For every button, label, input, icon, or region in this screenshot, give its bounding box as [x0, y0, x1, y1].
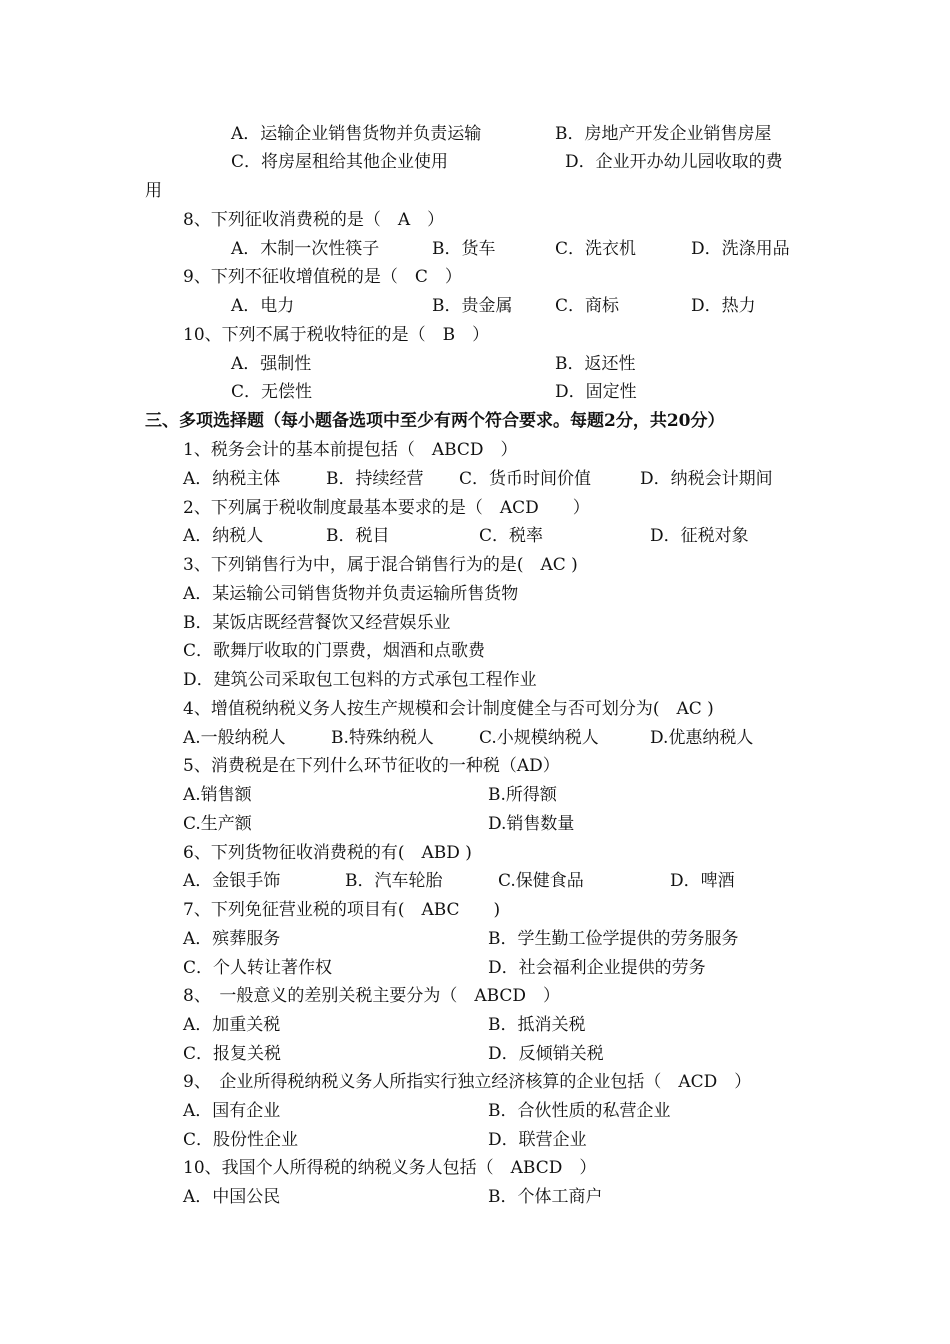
question-10: 10、下列不属于税收特征的是（ B ）	[183, 325, 490, 345]
mc9-option-b: B．合伙性质的私营企业	[488, 1101, 671, 1121]
mc7-option-d: D．社会福利企业提供的劳务	[488, 958, 706, 978]
q9-option-b: B．贵金属	[432, 296, 513, 316]
mc7-option-c: C．个人转让著作权	[183, 958, 333, 978]
mc5-option-a: A.销售额	[183, 785, 252, 805]
mc8-option-a: A．加重关税	[183, 1015, 281, 1035]
mc10-option-a: A．中国公民	[183, 1187, 281, 1207]
mc2-option-a: A．纳税人	[183, 526, 264, 546]
q9-option-c: C．商标	[555, 296, 620, 316]
mc9-option-a: A．国有企业	[183, 1101, 281, 1121]
question-8: 8、下列征收消费税的是（ A ）	[183, 210, 445, 230]
mc8-option-d: D．反倾销关税	[488, 1044, 604, 1064]
mc6-option-a: A．金银手饰	[183, 871, 281, 891]
q7-option-d-wrap: 用	[145, 181, 162, 201]
q9-option-a: A．电力	[231, 296, 295, 316]
q8-option-c: C．洗衣机	[555, 239, 637, 259]
mc3-option-a: A．某运输公司销售货物并负责运输所售货物	[183, 584, 519, 604]
q8-option-a: A．木制一次性筷子	[231, 239, 380, 259]
mc7-option-a: A．殡葬服务	[183, 929, 281, 949]
mc2-option-c: C．税率	[479, 526, 544, 546]
mc2-option-b: B．税目	[326, 526, 390, 546]
mc8-option-b: B．抵消关税	[488, 1015, 586, 1035]
mc4-option-c: C.小规模纳税人	[479, 728, 599, 748]
mc-question-1: 1、税务会计的基本前提包括（ ABCD ）	[183, 440, 518, 460]
mc4-option-b: B.特殊纳税人	[331, 728, 434, 748]
mc1-option-c: C．货币时间价值	[459, 469, 592, 489]
mc9-option-d: D．联营企业	[488, 1130, 587, 1150]
q10-option-b: B．返还性	[555, 354, 636, 374]
mc1-option-a: A．纳税主体	[183, 469, 281, 489]
mc1-option-d: D．纳税会计期间	[640, 469, 773, 489]
mc6-option-b: B．汽车轮胎	[345, 871, 443, 891]
q9-option-d: D．热力	[691, 296, 756, 316]
mc-question-6: 6、下列货物征收消费税的有( ABD )	[183, 843, 472, 863]
mc5-option-c: C.生产额	[183, 814, 252, 834]
mc-question-5: 5、消费税是在下列什么环节征收的一种税（AD）	[183, 756, 560, 776]
mc2-option-d: D．征税对象	[650, 526, 749, 546]
q7-option-a: A．运输企业销售货物并负责运输	[231, 124, 482, 144]
q7-option-d: D．企业开办幼儿园收取的费	[565, 152, 783, 172]
mc7-option-b: B．学生勤工俭学提供的劳务服务	[488, 929, 739, 949]
q10-option-a: A．强制性	[231, 354, 312, 374]
mc3-option-b: B．某饭店既经营餐饮又经营娱乐业	[183, 613, 451, 633]
section-3-heading: 三、多项选择题（每小题备选项中至少有两个符合要求。每题2分，共20分）	[145, 411, 725, 431]
mc6-option-d: D．啤酒	[670, 871, 735, 891]
mc-question-9: 9、 企业所得税纳税义务人所指实行独立经济核算的企业包括（ ACD ）	[183, 1072, 752, 1092]
mc10-option-b: B．个体工商户	[488, 1187, 603, 1207]
q8-option-d: D．洗涤用品	[691, 239, 790, 259]
q10-option-c: C．无偿性	[231, 382, 313, 402]
mc-question-8: 8、 一般意义的差别关税主要分为（ ABCD ）	[183, 986, 561, 1006]
q8-option-b: B．货车	[432, 239, 496, 259]
mc-question-3: 3、下列销售行为中，属于混合销售行为的是( AC )	[183, 555, 578, 575]
mc-question-4: 4、增值税纳税义务人按生产规模和会计制度健全与否可划分为( AC )	[183, 699, 714, 719]
mc-question-2: 2、下列属于税收制度最基本要求的是（ ACD ）	[183, 498, 590, 518]
mc6-option-c: C.保健食品	[498, 871, 584, 891]
mc-question-10: 10、我国个人所得税的纳税义务人包括（ ABCD ）	[183, 1158, 597, 1178]
mc5-option-d: D.销售数量	[488, 814, 575, 834]
mc8-option-c: C．报复关税	[183, 1044, 282, 1064]
q7-option-b: B．房地产开发企业销售房屋	[555, 124, 772, 144]
mc4-option-d: D.优惠纳税人	[650, 728, 754, 748]
question-9: 9、下列不征收增值税的是（ C ）	[183, 267, 462, 287]
q10-option-d: D．固定性	[555, 382, 637, 402]
q7-option-c: C．将房屋租给其他企业使用	[231, 152, 449, 172]
mc4-option-a: A.一般纳税人	[183, 728, 286, 748]
mc5-option-b: B.所得额	[488, 785, 557, 805]
mc3-option-d: D．建筑公司采取包工包料的方式承包工程作业	[183, 670, 537, 690]
mc3-option-c: C．歌舞厅收取的门票费，烟酒和点歌费	[183, 641, 486, 661]
mc9-option-c: C．股份性企业	[183, 1130, 299, 1150]
mc-question-7: 7、下列免征营业税的项目有( ABC )	[183, 900, 501, 920]
mc1-option-b: B．持续经营	[326, 469, 424, 489]
